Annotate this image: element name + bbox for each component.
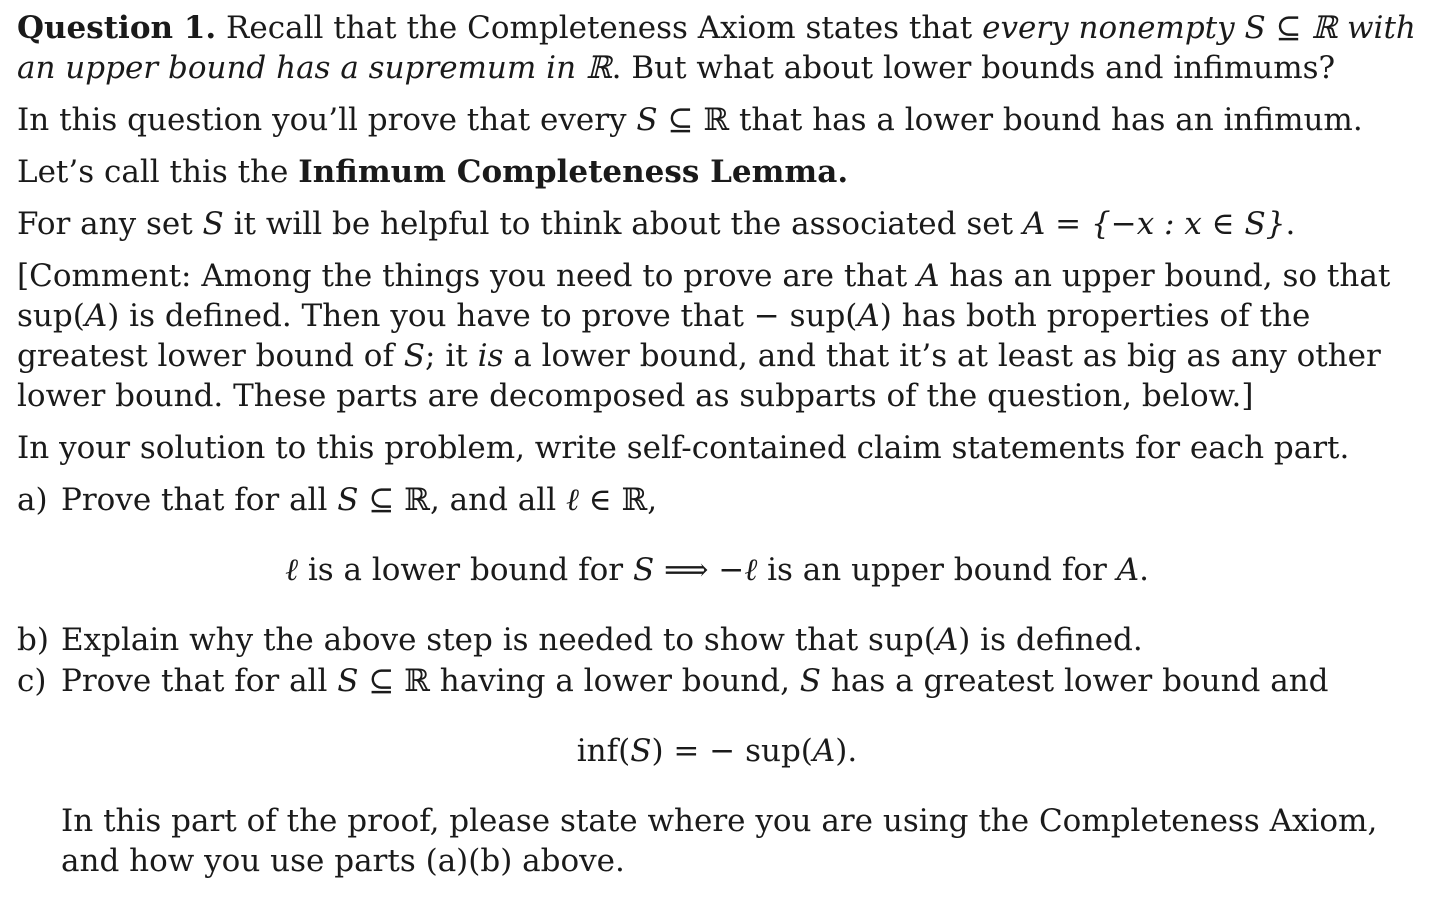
math-s: S <box>403 338 426 374</box>
comment-text: has an upper bound, so that sup( <box>17 258 1391 334</box>
set-definition: A = {−x : x ∈ S} <box>1022 206 1286 242</box>
part-a-text-end: ∈ ℝ, <box>578 482 658 518</box>
comment-text: [Comment: Among the things you need to prove are that <box>17 258 918 294</box>
math-neg-ell: −ℓ <box>718 552 758 588</box>
math-ell: ℓ <box>285 552 298 588</box>
lemma-intro-text: Let’s call this the <box>17 154 299 190</box>
goal-text-end: ⊆ ℝ that has a lower bound has an infimum. <box>657 102 1363 138</box>
lemma-name: Infimum Completeness Lemma. <box>298 154 849 190</box>
display-text: is a lower bound for <box>297 552 633 588</box>
lemma-name-paragraph <box>17 152 1417 192</box>
goal-text: In this question you’ll prove that every <box>17 102 637 138</box>
intro-text-end: . But what about lower bounds and infimums? <box>611 50 1336 86</box>
display-text: is an upper bound for <box>757 552 1117 588</box>
document-page <box>17 8 1417 881</box>
comment-text: ) has both properties of the greatest lower bound of <box>17 298 1311 374</box>
part-a-text: ⊆ ℝ, and all <box>358 482 566 518</box>
part-c-text-end: has a greatest lower bound and <box>821 663 1329 699</box>
part-b <box>17 620 1417 660</box>
math-s: S <box>630 733 652 769</box>
part-c-text: Prove that for all <box>61 663 338 699</box>
math-ell: ℓ <box>565 482 579 518</box>
math-a: A <box>1116 552 1140 588</box>
display-text: ) = − sup( <box>651 733 813 769</box>
part-a <box>17 480 1417 520</box>
part-c-display-equation <box>17 731 1417 771</box>
goal-paragraph <box>17 100 1417 140</box>
part-c-label: c) <box>17 663 47 699</box>
math-s: S <box>337 663 359 699</box>
math-a: A <box>857 298 880 334</box>
display-end: . <box>1139 552 1149 588</box>
math-s: S <box>799 663 822 699</box>
instructions-paragraph: In your solution to this problem, write self-contained claim statements for each part. <box>17 430 1350 466</box>
part-c-note: In this part of the proof, please state where you are using the Completeness Axiom, and how you use parts (a)(b) above. <box>61 803 1378 879</box>
part-b-text: Explain why the above step is needed to show that sup( <box>61 622 936 658</box>
part-b-label: b) <box>17 622 49 658</box>
math-a: A <box>935 622 959 658</box>
math-s: S <box>202 206 224 242</box>
emphasis-is: is <box>477 338 504 374</box>
display-end: ). <box>835 733 858 769</box>
part-c-text: ⊆ ℝ having a lower bound, <box>358 663 800 699</box>
question-intro <box>17 8 1417 88</box>
associated-set-paragraph <box>17 204 1417 244</box>
comment-text: ) is defined. Then you have to prove that − sup( <box>107 298 858 334</box>
part-a-label: a) <box>17 482 48 518</box>
part-c <box>17 661 1417 701</box>
math-s: S <box>632 552 655 588</box>
implies-arrow: ⟹ <box>654 552 719 588</box>
math-a: A <box>917 258 940 294</box>
comment-paragraph <box>17 256 1417 416</box>
part-a-text: Prove that for all <box>61 482 338 518</box>
comment-text-end: a lower bound, and that it’s at least as big as any other lower bound. These parts are decomposed as subparts of the question, below.] <box>17 338 1381 414</box>
part-b-text-end: ) is defined. <box>958 622 1143 658</box>
part-a-display-equation <box>17 550 1417 590</box>
assoc-text: For any set <box>17 206 203 242</box>
question-heading: Question 1. <box>17 10 217 46</box>
assoc-text-mid: it will be helpful to think about the associated set <box>223 206 1023 242</box>
math-a: A <box>84 298 108 334</box>
comment-text: ; it <box>425 338 478 374</box>
assoc-text-end: . <box>1285 206 1296 242</box>
intro-text: Recall that the Completeness Axiom states that <box>216 10 983 46</box>
math-a: A <box>812 733 836 769</box>
completeness-axiom-statement: every nonempty S ⊆ ℝ with an upper bound has a supremum in ℝ <box>17 10 1416 86</box>
math-s: S <box>337 482 359 518</box>
display-text: inf( <box>576 733 631 769</box>
math-s: S <box>636 102 658 138</box>
